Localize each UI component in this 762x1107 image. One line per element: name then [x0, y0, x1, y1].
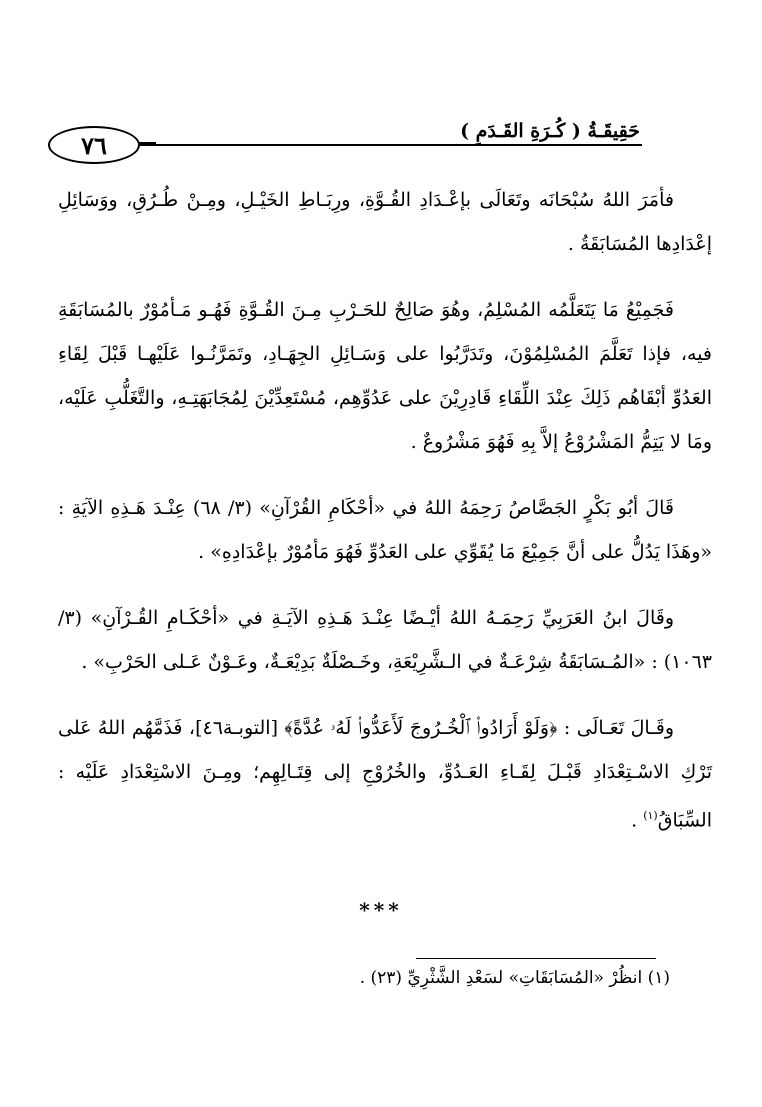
- page-body: [58, 178, 712, 864]
- paragraph-3: قَالَ أبُو بَكْرٍ الجَصَّاصُ رَحِمَهُ اللهُ في «أحْكَامِ القُرْآنِ» (٣/ ٦٨) عِنْـدَ هَـذِهِ الآيَةِ : «وهَذَا يَدُلُّ على أنَّ جَمِيْعَ مَا يُقَوِّي على العَدُوِّ فَهُوَ مَأمُوْرٌ بإعْدَادِهِ» .: [58, 497, 712, 563]
- paragraph-4: وقَالَ ابنُ العَرَبِيِّ رَحِمَـهُ اللهُ أيْـضًا عِنْـدَ هَـذِهِ الآيَـةِ في «أحْكَـامِ القُـرْآنِ» (٣/ ١٠٦٣) : «المُـسَابَقَةُ شِرْعَـةٌ في الـشَّرِيْعَةِ، وخَـصْلَةٌ بَدِيْعَـةٌ، وعَـوْنٌ عَـلى الحَرْبِ» .: [58, 607, 712, 673]
- page-header: [48, 120, 674, 180]
- paragraph-5-end: .: [631, 809, 638, 832]
- paragraph-5-text: وقَـالَ تَعَـالَى : ﴿وَلَوْ أَرَادُوا۟ ٱلْخُـرُوجَ لَأَعَدُّوا۟ لَهُۥ عُدَّةً﴾ [التوبـة٤٦]، فَذَمَّهُم اللهُ عَلى تَرْكِ الاسْـتِعْدَادِ قَبْـلَ لِقَـاءِ العَـدُوِّ، والخُرُوْجِ إلى قِتَـالِهِم؛ ومِـنَ الاسْتِعْدَادِ عَلَيْه : السِّبَاقُ: [58, 717, 712, 832]
- page-number-badge: [48, 126, 140, 164]
- footnote-rule: [416, 958, 656, 959]
- header-rule: [140, 144, 642, 146]
- footnote: (١) انظُرْ «المُسَابَقَاتِ» لسَعْدِ الشَّثْرِيِّ (٢٣) .: [359, 968, 670, 988]
- page-number: ٧٦: [81, 130, 107, 160]
- paragraph-1: فأمَرَ اللهُ سُبْحَانَه وتَعَالَى بإعْـدَادِ القُـوَّةِ، ورِبَـاطِ الخَيْـلِ، ومِـنْ طُـرُقِ، ووَسَائِلِ إعْدَادِها المُسَابَقَةُ .: [58, 189, 712, 255]
- footnote-marker: (١): [643, 809, 658, 822]
- running-title: حَقِيقَـةُ ( كُـرَةِ القَـدَمِ ): [460, 120, 640, 142]
- section-divider: ***: [359, 898, 403, 922]
- paragraph-5: [58, 706, 712, 842]
- paragraph-2: فَجَمِيْعُ مَا يَتَعَلَّمُه المُسْلِمُ، وهُوَ صَالِحٌ للحَـرْبِ مِـنَ القُـوَّةِ فَهُـو مَـأمُوْرٌ بالمُسَابَقَةِ فيه، فإذا تَعَلَّمَ المُسْلِمُوْنَ، وتَدَرَّبُوا على وَسَـائِلِ الجِهَـادِ، وتَمَرَّنُـوا عَلَيْهـا قَبْلَ لِقَاءِ العَدُوِّ أبْقَاهُم ذَلِكَ عِنْدَ اللِّقَاءِ قَادِرِيْنَ على عَدُوِّهِم، مُسْتَعِدِّيْنَ لِمُجَابَهَتِـهِ، والتَّغَلُّبِ عَلَيْه، ومَا لا يَتِمُّ المَشْرُوْعُ إلاَّ بِهِ فَهُوَ مَشْرُوعٌ .: [58, 299, 712, 453]
